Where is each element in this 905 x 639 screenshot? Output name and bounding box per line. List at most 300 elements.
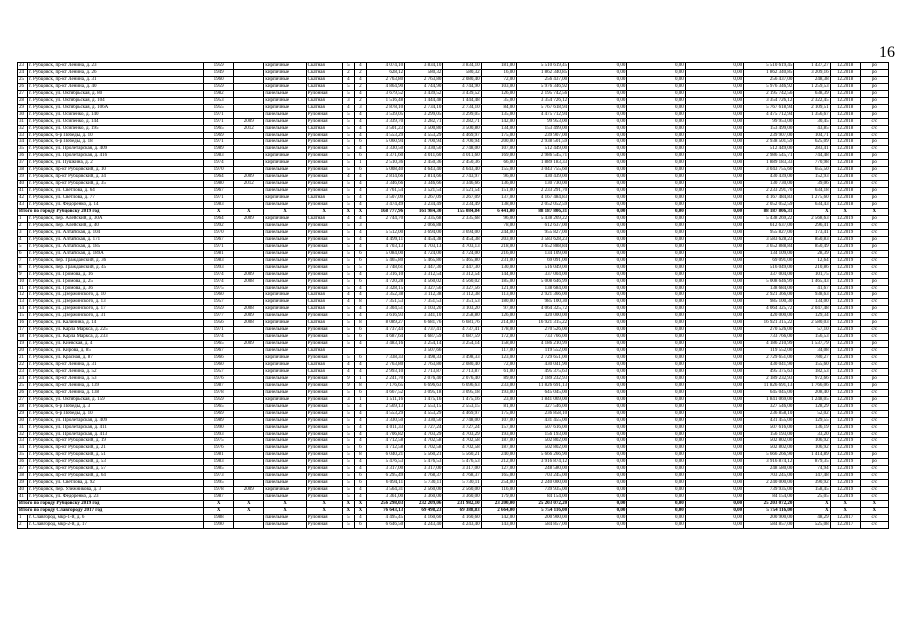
table-cell: 337 004,00 (744, 271, 794, 278)
table-cell: 0,00 (569, 334, 627, 341)
table-cell: Рулонная (306, 494, 342, 501)
table-cell: 0,00 (627, 410, 685, 417)
table-cell (234, 348, 264, 355)
table-cell: 1974 (204, 160, 234, 167)
table-cell: 119 552,00 (744, 348, 794, 355)
table-cell: 2 052 052,59 (516, 202, 568, 209)
table-cell (234, 202, 264, 209)
table-cell: Скатная (306, 97, 342, 104)
table-cell: 0,00 (685, 146, 743, 153)
table-cell: 2 335,68 (405, 215, 443, 222)
table-cell: ро (860, 139, 888, 146)
table-cell: 5 (342, 236, 354, 243)
table-cell: 0,00 (627, 174, 685, 181)
table-cell: 4 (354, 368, 366, 375)
table-cell: 7 176,65 (366, 382, 404, 389)
table-cell: 1957 (204, 299, 234, 306)
table-cell: 0,00 (569, 257, 627, 264)
table-cell: 4 712,58 (366, 438, 404, 445)
table-cell: 3 361,00 (366, 494, 404, 501)
table-cell: 4 (354, 271, 366, 278)
table-cell: кирпичные (264, 104, 306, 111)
table-row (18, 222, 889, 229)
table-cell: 7 351,53 (443, 299, 481, 306)
table-cell: 156 193,00 (516, 431, 568, 438)
table-cell: панельные (264, 271, 306, 278)
table-cell: 5 730,11 (443, 480, 481, 487)
table-cell: 1995 (204, 480, 234, 487)
address-cell: г. Рубцовск, ул. Светлова, д. 92 (28, 480, 204, 487)
table-cell: 0,00 (569, 188, 627, 195)
table-cell: 0,00 (685, 487, 743, 494)
table-cell: с/с (860, 334, 888, 341)
table-cell: Рулонная (306, 202, 342, 209)
table-cell: 2 553,15 (443, 403, 481, 410)
table-cell: 1971 (204, 243, 234, 250)
table-cell: Рулонная (306, 452, 342, 459)
table-cell: 0,00 (685, 229, 743, 236)
table-cell: 69 388,83 (443, 508, 481, 515)
table-cell: 12.2018 (830, 188, 860, 195)
row-number-cell: 29 (18, 104, 28, 111)
table-cell: 5 (342, 111, 354, 118)
table-cell: 5 (342, 355, 354, 362)
table-cell: 6 681,76 (443, 320, 481, 327)
table-cell: 5 (342, 466, 354, 473)
table-cell: 0,00 (569, 389, 627, 396)
table-cell: 879,35 (794, 459, 830, 466)
table-cell: 3 095,18 (405, 389, 443, 396)
table-cell: 0,00 (627, 236, 685, 243)
table-cell: 327 546,00 (516, 403, 568, 410)
table-cell: 6 (354, 278, 366, 285)
table-cell: 5 (342, 243, 354, 250)
table-cell: X (794, 209, 830, 216)
table-cell: с/с (860, 118, 888, 125)
table-cell (234, 355, 264, 362)
table-row (18, 264, 889, 271)
table-row (18, 236, 889, 243)
table-cell: 0,00 (569, 403, 627, 410)
table-cell: 5 (342, 452, 354, 459)
table-cell: 2 560,00 (443, 487, 481, 494)
table-cell: 512 449,00 (744, 146, 794, 153)
table-cell: 2 734,10 (405, 104, 443, 111)
table-cell: панельные (264, 514, 306, 521)
table-cell: 3 507,66 (405, 348, 443, 355)
table-cell: 142,00 (481, 514, 516, 521)
table-cell: 236 858,10 (516, 410, 568, 417)
table-cell: 1983 (204, 459, 234, 466)
table-cell: 4 703,29 (405, 431, 443, 438)
table-cell: 4 712,58 (366, 445, 404, 452)
table-cell: 5 438 269,22 (516, 215, 568, 222)
row-number-cell: 31 (18, 424, 28, 431)
table-cell: 4 553,29 (366, 410, 404, 417)
table-cell: 231 982,10 (443, 501, 481, 508)
table-cell: Рулонная (306, 188, 342, 195)
table-cell (234, 368, 264, 375)
table-cell: 3 652 888,84 (744, 243, 794, 250)
table-cell: 4 (354, 118, 366, 125)
table-cell: 0,00 (569, 181, 627, 188)
table-cell: 1978 (204, 389, 234, 396)
table-cell: Рулонная (306, 487, 342, 494)
table-cell: 0,00 (685, 132, 743, 139)
table-cell: 5 476,53 (405, 459, 443, 466)
table-cell: 5 (342, 264, 354, 271)
table-cell: панельные (264, 494, 306, 501)
table-cell: с/с (860, 445, 888, 452)
table-cell: 1969 (204, 132, 234, 139)
row-number-cell: 25 (18, 382, 28, 389)
row-number-cell: 33 (18, 132, 28, 139)
table-cell: 2 052 052,59 (744, 202, 794, 209)
table-cell: 2 748,00 (443, 417, 481, 424)
row-number-cell: 27 (18, 90, 28, 97)
table-cell: 985 100,30 (516, 299, 568, 306)
page-number: 16 (879, 44, 895, 61)
table-cell: 3 341,10 (405, 313, 443, 320)
table-cell: X (234, 209, 264, 216)
table-cell: X (306, 508, 342, 515)
table-cell: ро (860, 459, 888, 466)
table-cell: 1 475,16 (405, 396, 443, 403)
table-cell: 0,00 (569, 63, 627, 70)
address-cell: г. Рубцовск, пр-кт Ленина, д. 52 (28, 368, 204, 375)
table-cell: 0,00 (685, 410, 743, 417)
table-cell: 3 360,00 (405, 494, 443, 501)
table-cell: X (306, 501, 342, 508)
table-cell: 12.2019 (830, 236, 860, 243)
table-cell: 23 200,00 (481, 501, 516, 508)
table-cell: 1 537,79 (794, 341, 830, 348)
table-cell: 0,00 (685, 139, 743, 146)
table-cell (234, 257, 264, 264)
table-cell: с/с (860, 521, 888, 528)
table-cell: 138 684,00 (516, 285, 568, 292)
table-cell: 495 375,63 (744, 368, 794, 375)
table-cell: 972,66 (794, 375, 830, 382)
table-cell: 0,00 (627, 375, 685, 382)
table-cell: 645 045,00 (516, 389, 568, 396)
table-cell: 6 (354, 389, 366, 396)
table-cell: 5 754 116,00 (516, 508, 568, 515)
table-cell: 5 (342, 118, 354, 125)
table-cell: 4 (354, 514, 366, 521)
table-cell: 0,00 (627, 285, 685, 292)
table-cell: 0,00 (569, 139, 627, 146)
table-cell: Скатная (306, 292, 342, 299)
table-cell: X (342, 501, 354, 508)
table-cell: ро (860, 341, 888, 348)
table-cell: Рулонная (306, 167, 342, 174)
table-cell: 6 696,63 (443, 382, 481, 389)
table-cell: 0,00 (627, 466, 685, 473)
table-cell: Рулонная (306, 389, 342, 396)
table-cell: 129,34 (794, 313, 830, 320)
table-cell (234, 90, 264, 97)
table-cell: ро (860, 153, 888, 160)
table-cell: 1964 (204, 174, 234, 181)
table-cell: 12.2018 (830, 90, 860, 97)
table-cell: 0,00 (685, 209, 743, 216)
table-cell: 69 091,00 (744, 257, 794, 264)
table-cell: 39,06 (794, 181, 830, 188)
table-cell: 4 864,90 (366, 83, 404, 90)
table-cell: 187,00 (481, 438, 516, 445)
table-cell: Рулонная (306, 174, 342, 181)
row-number-cell: 29 (18, 410, 28, 417)
table-row (18, 459, 889, 466)
table-cell: 12.2018 (830, 104, 860, 111)
table-cell: 157,00 (481, 424, 516, 431)
table-cell: 5 (342, 438, 354, 445)
table-cell: Скатная (306, 125, 342, 132)
table-cell: 1956 (204, 320, 234, 327)
row-number-cell: 32 (18, 125, 28, 132)
table-cell: 0,00 (685, 313, 743, 320)
table-cell: 0,00 (627, 257, 685, 264)
address-cell: г. Рубцовск, пр-кт Ленина, д. 53 (28, 375, 204, 382)
table-cell: 0,00 (627, 514, 685, 521)
address-cell: г. Рубцовск, пр-кт Рубцовский, д. 35 (28, 181, 204, 188)
table-cell: 89,00 (481, 375, 516, 382)
table-cell (234, 334, 264, 341)
table-cell: Рулонная (306, 313, 342, 320)
table-cell: 516 049,00 (744, 264, 794, 271)
table-cell: 1959 (204, 83, 234, 90)
address-cell: г. Рубцовск, б-р Победы, д. 18 (28, 139, 204, 146)
table-cell: 233,00 (481, 382, 516, 389)
table-cell: 1971 (204, 139, 234, 146)
row-number-cell: 8 (18, 264, 28, 271)
table-cell: панельные (264, 174, 306, 181)
table-cell: панельные (264, 410, 306, 417)
table-cell: 138 684,00 (744, 285, 794, 292)
table-cell: 3 500,80 (405, 125, 443, 132)
table-cell: 0,00 (685, 76, 743, 83)
register-table-body (18, 63, 889, 529)
row-number-cell: 12 (18, 292, 28, 299)
table-cell: 1 862 340,85 (516, 69, 568, 76)
table-cell: 88 187 806,31 (744, 209, 794, 216)
row-number-cell: 7 (18, 257, 28, 264)
table-cell: X (354, 501, 366, 508)
table-cell: 733 766,00 (516, 334, 568, 341)
table-cell (366, 348, 404, 355)
table-cell: 0,00 (627, 118, 685, 125)
table-cell: 0,00 (685, 97, 743, 104)
table-cell: с/с (860, 410, 888, 417)
table-cell: 4 687,59 (405, 334, 443, 341)
table-cell: 12.2019 (830, 417, 860, 424)
table-cell: 3 761,54 (366, 188, 404, 195)
table-cell: 4 (354, 487, 366, 494)
table-cell: 5 (342, 431, 354, 438)
table-cell: 3 312,54 (405, 271, 443, 278)
table-cell: 0,00 (685, 188, 743, 195)
table-row (18, 445, 889, 452)
table-cell: кирпичные (264, 97, 306, 104)
table-cell (234, 188, 264, 195)
table-cell: 0,00 (685, 424, 743, 431)
table-cell: 0,00 (627, 90, 685, 97)
row-number-cell: 30 (18, 111, 28, 118)
row-number-cell: 15 (18, 313, 28, 320)
table-cell: 955 827,00 (516, 229, 568, 236)
table-cell: 584 857,00 (516, 521, 568, 528)
table-cell: 1966 (204, 355, 234, 362)
table-cell: 144,00 (481, 271, 516, 278)
table-cell: 5 (342, 278, 354, 285)
table-cell: 0,00 (627, 341, 685, 348)
table-cell: 0,00 (627, 167, 685, 174)
table-cell: 0,00 (627, 445, 685, 452)
total-label-cell: Итого по городу Рубцовску 2019 год (18, 501, 204, 508)
table-cell: 12.2019 (830, 215, 860, 222)
table-cell: 4 167 484,83 (516, 195, 568, 202)
table-cell (234, 250, 264, 257)
table-cell: 1992 (204, 222, 234, 229)
table-cell: 72,00 (481, 361, 516, 368)
row-number-cell: 11 (18, 285, 28, 292)
table-cell: 4 (354, 215, 366, 222)
table-cell: 0,00 (627, 320, 685, 327)
table-cell: Скатная (306, 69, 342, 76)
table-cell: 495 375,63 (516, 368, 568, 375)
table-cell: 256 437,00 (744, 76, 794, 83)
table-cell: ро (860, 202, 888, 209)
table-cell: Рулонная (306, 396, 342, 403)
table-cell: 3 312,54 (443, 271, 481, 278)
table-cell: 4 702,58 (443, 445, 481, 452)
table-cell: 8 (354, 299, 366, 306)
table-cell: Рулонная (306, 146, 342, 153)
table-cell: Рулонная (306, 118, 342, 125)
address-cell: г. Рубцовск, ул. Дзержинского, д. 31 (28, 313, 204, 320)
table-cell: 12.2019 (830, 361, 860, 368)
table-cell: 0,00 (569, 209, 627, 216)
table-cell: 107,00 (481, 417, 516, 424)
table-row (18, 438, 889, 445)
table-cell: 0,00 (685, 306, 743, 313)
table-cell: 5 (342, 341, 354, 348)
table-row (18, 410, 889, 417)
table-cell: 136,00 (481, 181, 516, 188)
table-cell: 232 209,06 (405, 501, 443, 508)
table-cell: 703 245,00 (516, 473, 568, 480)
table-cell: Скатная (306, 299, 342, 306)
table-cell: 0,00 (569, 118, 627, 125)
table-cell: 3 346,66 (443, 181, 481, 188)
table-cell: 4 011,33 (366, 424, 404, 431)
row-number-cell: 36 (18, 459, 28, 466)
address-cell: г. Рубцовск, ул. Дзержинского, д. 17 (28, 306, 204, 313)
table-cell: 296,41 (794, 222, 830, 229)
table-cell: 612 637,00 (516, 222, 568, 229)
table-cell: 12.2019 (830, 452, 860, 459)
table-cell: 0,00 (685, 264, 743, 271)
table-cell: Рулонная (306, 111, 342, 118)
table-cell: 2 233 291,70 (744, 188, 794, 195)
table-cell: кирпичные (264, 76, 306, 83)
table-cell: 739 935,00 (744, 487, 794, 494)
table-cell: 5 (342, 459, 354, 466)
table-cell: панельные (264, 132, 306, 139)
table-row (18, 487, 889, 494)
table-cell: 5 (342, 146, 354, 153)
table-cell: 3 439,52 (443, 90, 481, 97)
table-cell: 0,00 (569, 195, 627, 202)
table-cell: 0,00 (627, 438, 685, 445)
table-cell: 138,00 (481, 202, 516, 209)
table-cell: 5 (342, 195, 354, 202)
table-cell: 0,00 (685, 195, 743, 202)
table-row (18, 174, 889, 181)
table-cell: 25 203 072,20 (744, 501, 794, 508)
table-cell: 4 703,29 (443, 431, 481, 438)
table-cell: 48,29 (794, 514, 830, 521)
row-number-cell: 37 (18, 466, 28, 473)
table-cell: 0,00 (569, 153, 627, 160)
table-cell: 580,32 (405, 69, 443, 76)
table-cell: 12.2019 (830, 243, 860, 250)
total-label-cell: Итого по городу Рубцовску 2019 год (18, 209, 204, 216)
table-cell: 2 189 232,93 (516, 375, 568, 382)
table-cell: 6 (354, 480, 366, 487)
table-cell: 4 768,37 (405, 473, 443, 480)
table-cell: 0,00 (685, 222, 743, 229)
table-cell: 6 (354, 139, 366, 146)
row-number-cell: 23 (18, 368, 28, 375)
table-cell: 218,00 (481, 243, 516, 250)
table-cell: 4 160,60 (443, 514, 481, 521)
table-cell: 0,00 (627, 181, 685, 188)
table-cell: 2 080,40 (443, 76, 481, 83)
table-cell: 5 (342, 139, 354, 146)
table-cell: панельные (264, 188, 306, 195)
table-cell: 5 510 619,45 (516, 63, 568, 70)
table-cell: 5 730,11 (405, 480, 443, 487)
table-cell: 2 763,80 (405, 361, 443, 368)
table-cell: 2009 (234, 271, 264, 278)
table-cell: с/с (860, 181, 888, 188)
table-cell: с/с (860, 466, 888, 473)
table-cell: 1987 (204, 382, 234, 389)
row-number-cell: 20 (18, 348, 28, 355)
table-cell: 52,02 (794, 410, 830, 417)
row-number-cell: 10 (18, 278, 28, 285)
table-cell: 147,48 (794, 473, 830, 480)
address-cell: г. Рубцовск, ул. Пролетарская, д. 413 (28, 431, 204, 438)
table-cell (234, 396, 264, 403)
table-cell: 0,00 (627, 431, 685, 438)
table-cell: 12.2018 (830, 69, 860, 76)
table-cell: 4 702,58 (405, 438, 443, 445)
table-cell: 12.2019 (830, 438, 860, 445)
table-cell: 12.2019 (830, 382, 860, 389)
table-cell: кирпичные (264, 292, 306, 299)
table-cell: Скатная (306, 83, 342, 90)
table-row (18, 494, 889, 501)
table-cell: 0,00 (685, 111, 743, 118)
table-cell: 4 (342, 174, 354, 181)
table-cell: с/с (860, 431, 888, 438)
table-cell: 3 360,00 (443, 494, 481, 501)
table-cell: 0,00 (627, 209, 685, 216)
table-cell: 3 346,66 (366, 181, 404, 188)
